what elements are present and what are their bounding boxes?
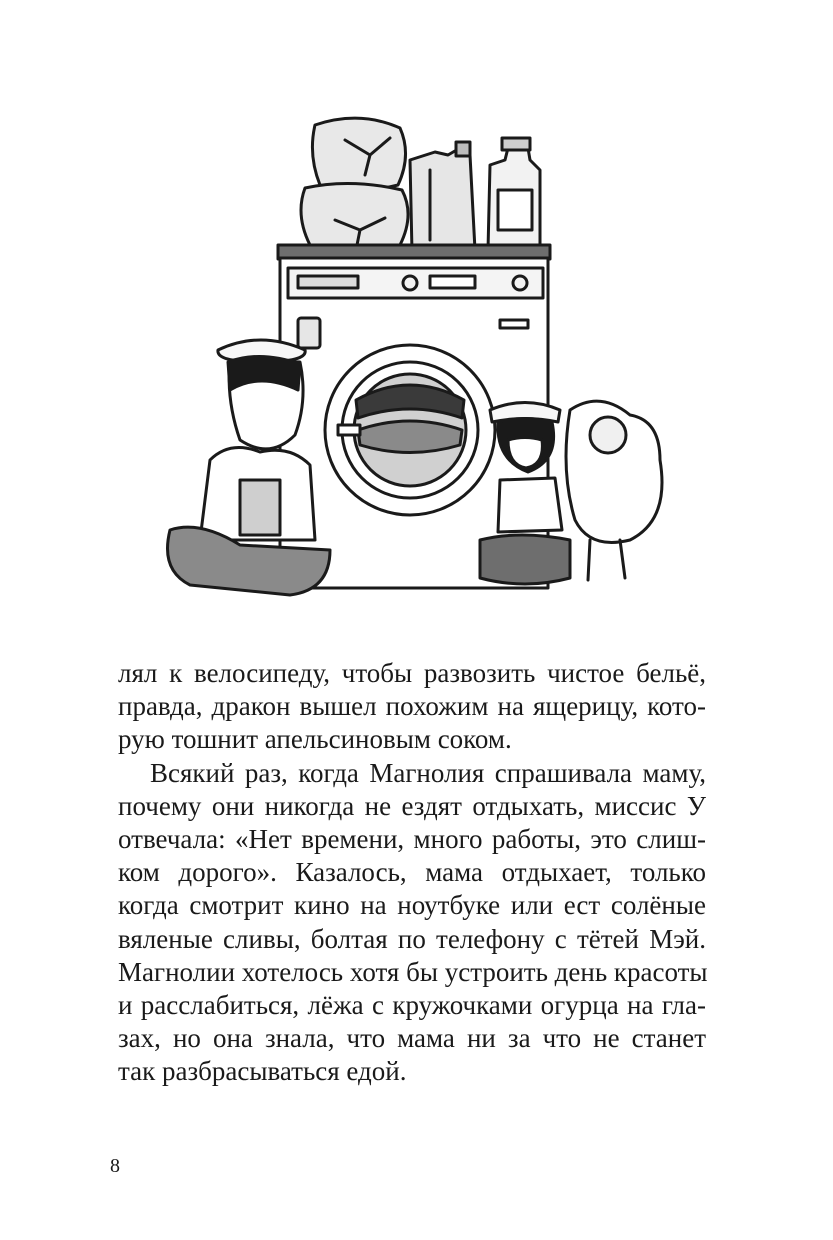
text-line: Магнолии хотелось хотя бы устроить день красоты: [118, 956, 708, 987]
detergent-jug: [410, 142, 475, 252]
text-line: рую тошнит апельсиновым соком.: [118, 724, 512, 755]
text-line: и расслабиться, лёжа с кружочками огурца на гла-: [118, 989, 706, 1020]
text-line: лял к велосипеду, чтобы развозить чистое бельё,: [118, 658, 706, 688]
laundry-bundle-top: [312, 118, 405, 190]
text-line: правда, дракон вышел похожим на ящерицу, кото-: [118, 691, 706, 722]
text-line: вяленые сливы, болтая по телефону с тётей Мэй.: [118, 923, 706, 954]
alpaca-plush: [566, 401, 662, 580]
text-line: ком дорого». Казалось, мама отдыхает, только: [118, 857, 706, 888]
text-line: зах, но она знала, что мама ни за что не станет: [118, 1023, 706, 1054]
text-line: почему они никогда не ездят отдыхать, миссис У: [118, 790, 706, 821]
text-line: отвечала: «Нет времени, много работы, это слиш-: [118, 823, 706, 854]
text-line: Всякий раз, когда Магнолия спрашивала маму,: [150, 757, 706, 788]
washing-machine-door: [325, 345, 495, 515]
page-number: 8: [110, 1155, 120, 1177]
text-line: так разбрасываться едой.: [118, 1056, 407, 1087]
text-line: когда смотрит кино на ноутбуке или ест солёные: [118, 890, 706, 921]
body-text: [118, 657, 706, 1088]
illustration-laundry-scene: [130, 100, 690, 620]
bleach-bottle: [488, 138, 540, 250]
